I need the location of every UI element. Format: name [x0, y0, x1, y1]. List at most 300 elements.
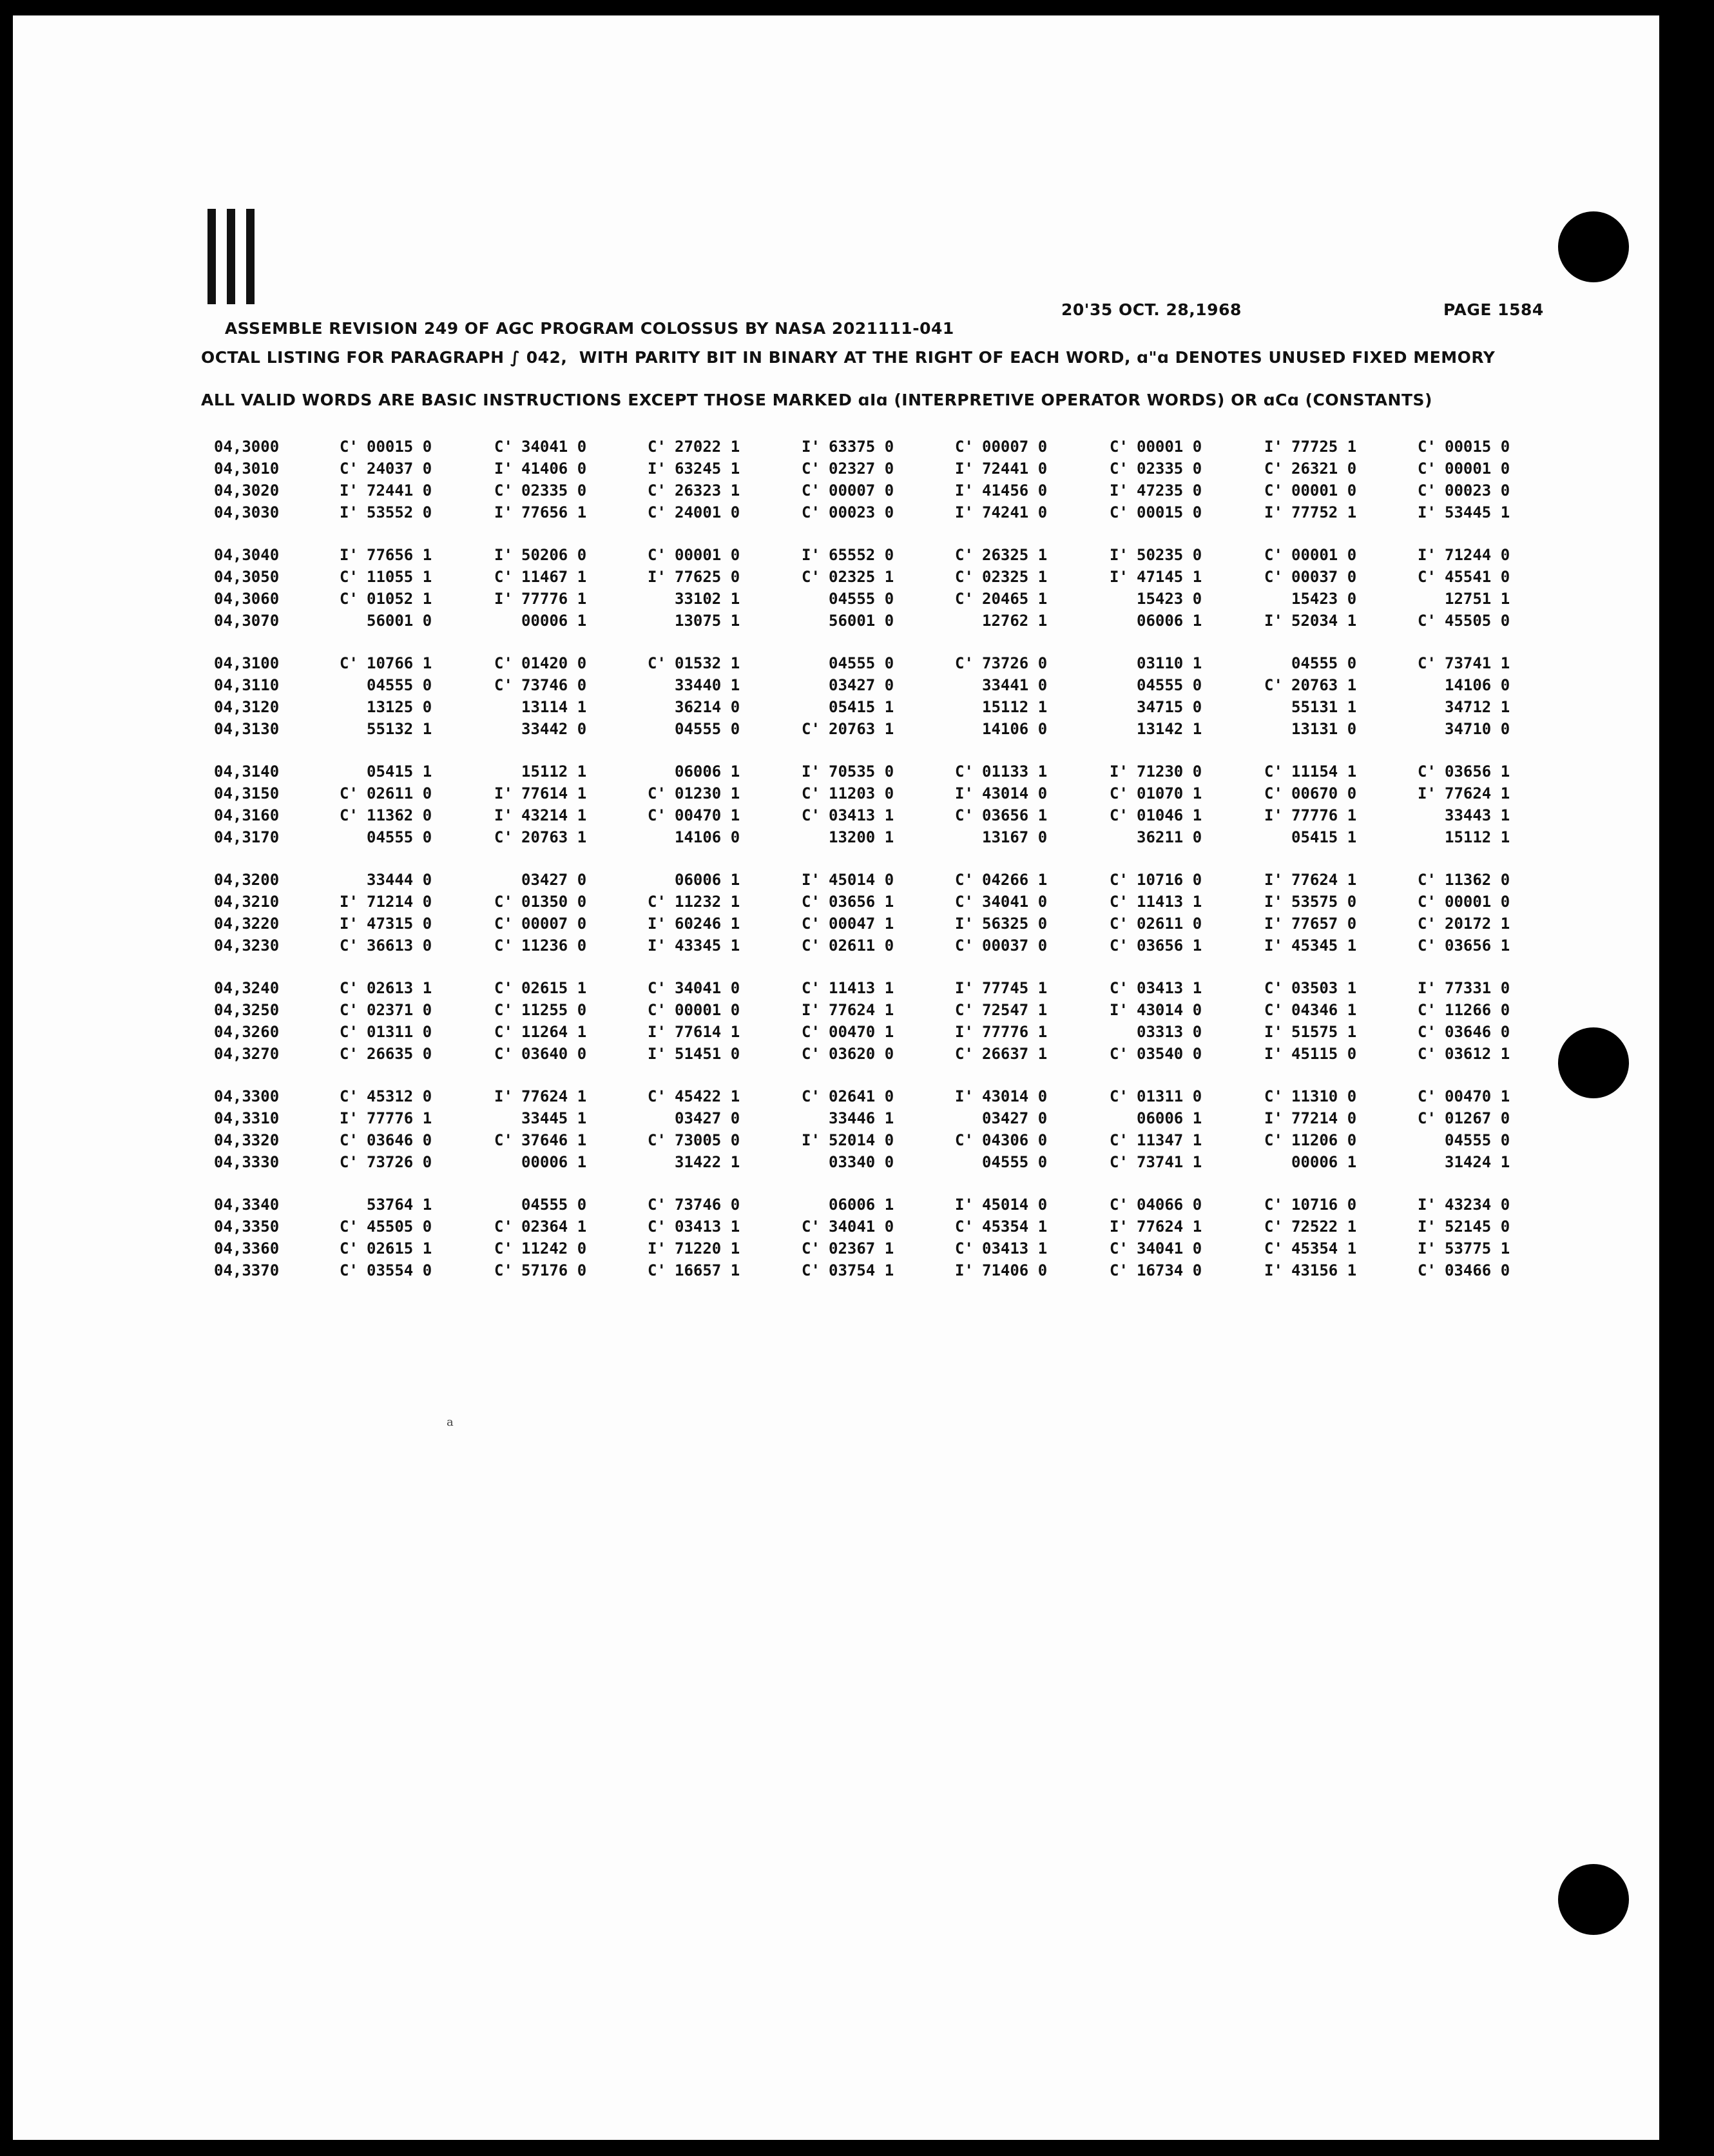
octal-word [1110, 676, 1202, 694]
word-value: 13142 1 [1137, 720, 1202, 738]
printout-page [13, 15, 1659, 2140]
word-marker: C' [1264, 1087, 1283, 1105]
listing-row [201, 828, 1561, 850]
octal-word [955, 460, 1047, 478]
octal-word [802, 1131, 894, 1149]
word-value: 00006 1 [521, 1153, 587, 1171]
listing-row [201, 654, 1561, 676]
octal-word [648, 503, 740, 521]
word-marker: C' [802, 806, 820, 824]
word-marker: C' [802, 1239, 820, 1258]
octal-word [648, 720, 740, 738]
word-marker: I' [648, 937, 666, 955]
word-value: 01133 1 [982, 762, 1048, 781]
word-value: 03612 1 [1445, 1045, 1510, 1063]
word-value: 12762 1 [982, 612, 1048, 630]
word-value: 00470 1 [829, 1023, 894, 1041]
octal-word [1418, 503, 1510, 521]
word-marker: C' [648, 1261, 666, 1279]
word-value: 03656 1 [1445, 937, 1510, 955]
word-value: 03427 0 [521, 871, 587, 889]
word-marker: I' [340, 893, 358, 911]
word-marker: C' [340, 1218, 358, 1236]
row-address: 04,3030 [214, 503, 280, 521]
word-marker: I' [802, 1001, 820, 1019]
octal-word [802, 1196, 894, 1214]
word-value: 34710 0 [1445, 720, 1510, 738]
word-value: 56001 0 [829, 612, 894, 630]
word-value: 00006 1 [521, 612, 587, 630]
word-marker: I' [1264, 1261, 1283, 1279]
octal-word [1418, 762, 1510, 781]
word-marker: C' [1110, 1153, 1128, 1171]
binding-mark [207, 209, 259, 304]
word-value: 26323 1 [675, 481, 740, 500]
word-value: 73746 0 [675, 1196, 740, 1214]
word-marker: C' [955, 806, 974, 824]
word-value: 03656 1 [829, 893, 894, 911]
word-marker: C' [1110, 871, 1128, 889]
word-marker: I' [340, 915, 358, 933]
octal-word [802, 784, 894, 802]
octal-word [340, 1261, 432, 1279]
word-value: 70535 0 [829, 762, 894, 781]
octal-word [648, 590, 740, 608]
octal-word [955, 1153, 1047, 1171]
word-value: 03540 0 [1137, 1045, 1202, 1063]
word-value: 01070 1 [1137, 784, 1202, 802]
word-value: 02615 1 [367, 1239, 432, 1258]
word-value: 34041 0 [829, 1218, 894, 1236]
word-marker: C' [1110, 937, 1128, 955]
octal-word [802, 438, 894, 456]
word-marker: C' [1418, 937, 1436, 955]
word-value: 11255 0 [521, 1001, 587, 1019]
octal-word [1110, 503, 1202, 521]
word-marker: C' [802, 1261, 820, 1279]
listing-row [201, 1261, 1561, 1283]
word-value: 71406 0 [982, 1261, 1048, 1279]
word-value: 34715 0 [1137, 698, 1202, 716]
word-value: 71230 0 [1137, 762, 1202, 781]
word-value: 77624 1 [1137, 1218, 1202, 1236]
octal-word [1418, 1239, 1510, 1258]
word-marker: I' [648, 568, 666, 586]
octal-word [494, 915, 586, 933]
word-value: 56001 0 [367, 612, 432, 630]
word-marker: C' [955, 1218, 974, 1236]
word-value: 03640 0 [521, 1045, 587, 1063]
word-value: 13114 1 [521, 698, 587, 716]
word-value: 33102 1 [675, 590, 740, 608]
word-value: 00001 0 [1445, 893, 1510, 911]
word-value: 33441 0 [982, 676, 1048, 694]
listing-block [201, 654, 1561, 742]
word-marker: I' [802, 1131, 820, 1149]
word-marker: C' [1110, 438, 1128, 456]
octal-word [1264, 720, 1356, 738]
word-value: 11362 0 [367, 806, 432, 824]
word-value: 02367 1 [829, 1239, 894, 1258]
word-value: 00047 1 [829, 915, 894, 933]
word-marker: I' [494, 546, 513, 564]
octal-word [955, 1023, 1047, 1041]
row-address: 04,3140 [214, 762, 280, 781]
word-value: 77656 1 [367, 546, 432, 564]
octal-word [340, 612, 432, 630]
octal-word [955, 546, 1047, 564]
word-marker: C' [494, 979, 513, 997]
word-marker: C' [1418, 915, 1436, 933]
octal-word [1418, 937, 1510, 955]
row-address: 04,3310 [214, 1109, 280, 1127]
word-marker: C' [1110, 915, 1128, 933]
word-marker: C' [648, 1001, 666, 1019]
word-value: 00037 0 [1291, 568, 1357, 586]
octal-word [340, 1001, 432, 1019]
word-marker: I' [955, 503, 974, 521]
word-marker: C' [648, 1087, 666, 1105]
word-marker: C' [802, 1218, 820, 1236]
word-marker: C' [802, 503, 820, 521]
word-marker: C' [1264, 762, 1283, 781]
octal-word [1264, 654, 1356, 672]
word-marker: C' [1418, 1001, 1436, 1019]
word-value: 65552 0 [829, 546, 894, 564]
row-address: 04,3000 [214, 438, 280, 456]
octal-word [1110, 979, 1202, 997]
octal-word [494, 590, 586, 608]
octal-word [648, 1239, 740, 1258]
word-value: 00007 0 [982, 438, 1048, 456]
row-address: 04,3200 [214, 871, 280, 889]
word-marker: C' [955, 654, 974, 672]
octal-listing-line: OCTAL LISTING FOR PARAGRAPH ∫ 042, WITH PARITY BIT IN BINARY AT THE RIGHT OF EACH WORD, ɑ"ɑ DENOTES UNUSED FIXED MEMORY [201, 348, 1496, 367]
octal-word [955, 893, 1047, 911]
word-value: 05415 1 [367, 762, 432, 781]
word-value: 50206 0 [521, 546, 587, 564]
word-marker: C' [494, 676, 513, 694]
octal-word [1110, 720, 1202, 738]
assembly-title: ASSEMBLE REVISION 249 OF AGC PROGRAM COLOSSUS BY NASA 2021111-041 [224, 319, 954, 338]
octal-word [340, 871, 432, 889]
word-marker: I' [1110, 762, 1128, 781]
word-marker: I' [802, 762, 820, 781]
word-value: 11236 0 [521, 937, 587, 955]
word-value: 15112 1 [982, 698, 1048, 716]
word-value: 15423 0 [1137, 590, 1202, 608]
listing-block [201, 871, 1561, 958]
word-marker: C' [802, 460, 820, 478]
word-value: 63375 0 [829, 438, 894, 456]
octal-word [1264, 438, 1356, 456]
octal-word [1418, 1261, 1510, 1279]
octal-word [1418, 871, 1510, 889]
octal-word [340, 937, 432, 955]
word-marker: I' [1418, 979, 1436, 997]
octal-word [1418, 1087, 1510, 1105]
octal-word [802, 1087, 894, 1105]
word-marker: C' [1264, 1196, 1283, 1214]
word-value: 02611 0 [1137, 915, 1202, 933]
listing-row [201, 784, 1561, 806]
octal-word [1418, 1023, 1510, 1041]
word-value: 03656 1 [982, 806, 1048, 824]
word-marker: C' [1110, 806, 1128, 824]
octal-word [955, 1196, 1047, 1214]
word-value: 53552 0 [367, 503, 432, 521]
octal-word [1264, 1023, 1356, 1041]
word-value: 73746 0 [521, 676, 587, 694]
octal-word [802, 1045, 894, 1063]
word-value: 73741 1 [1445, 654, 1510, 672]
octal-word [494, 1131, 586, 1149]
word-value: 26325 1 [982, 546, 1048, 564]
word-value: 10766 1 [367, 654, 432, 672]
word-value: 33444 0 [367, 871, 432, 889]
word-marker: C' [648, 893, 666, 911]
word-marker: I' [648, 1023, 666, 1041]
octal-word [340, 1087, 432, 1105]
listing-row [201, 676, 1561, 698]
octal-word [1418, 612, 1510, 630]
word-value: 45354 1 [982, 1218, 1048, 1236]
octal-word [1110, 1023, 1202, 1041]
word-value: 03413 1 [829, 806, 894, 824]
octal-word [1110, 612, 1202, 630]
octal-word [955, 828, 1047, 846]
octal-listing [201, 438, 1561, 1304]
word-marker: I' [494, 1087, 513, 1105]
word-value: 04555 0 [675, 720, 740, 738]
octal-word [1418, 590, 1510, 608]
octal-word [340, 1196, 432, 1214]
octal-word [648, 762, 740, 781]
word-value: 43156 1 [1291, 1261, 1357, 1279]
octal-word [1110, 828, 1202, 846]
word-marker: I' [648, 1239, 666, 1258]
octal-word [802, 806, 894, 824]
listing-block [201, 1087, 1561, 1175]
listing-row [201, 762, 1561, 784]
octal-word [802, 1261, 894, 1279]
word-value: 47315 0 [367, 915, 432, 933]
word-value: 43014 0 [982, 784, 1048, 802]
word-value: 77776 1 [1291, 806, 1357, 824]
octal-word [340, 1131, 432, 1149]
word-marker: C' [1110, 1087, 1128, 1105]
octal-word [494, 784, 586, 802]
valid-words-line: ALL VALID WORDS ARE BASIC INSTRUCTIONS EXCEPT THOSE MARKED ɑIɑ (INTERPRETIVE OPERATOR WORDS) OR ɑCɑ (CONSTANTS) [201, 391, 1432, 409]
octal-word [494, 1109, 586, 1127]
word-value: 04266 1 [982, 871, 1048, 889]
word-value: 10716 0 [1137, 871, 1202, 889]
octal-word [802, 1109, 894, 1127]
word-marker: C' [1418, 460, 1436, 478]
word-marker: I' [648, 1045, 666, 1063]
word-value: 03340 0 [829, 1153, 894, 1171]
octal-word [1110, 460, 1202, 478]
word-value: 00006 1 [1291, 1153, 1357, 1171]
octal-word [955, 1045, 1047, 1063]
octal-word [340, 893, 432, 911]
listing-row [201, 1045, 1561, 1067]
word-value: 11242 0 [521, 1239, 587, 1258]
word-value: 03620 0 [829, 1045, 894, 1063]
word-value: 01311 0 [1137, 1087, 1202, 1105]
word-marker: C' [1264, 460, 1283, 478]
word-value: 00007 0 [521, 915, 587, 933]
word-value: 11467 1 [521, 568, 587, 586]
listing-row [201, 1196, 1561, 1218]
word-value: 77752 1 [1291, 503, 1357, 521]
octal-word [955, 568, 1047, 586]
octal-word [1418, 438, 1510, 456]
word-value: 04555 0 [367, 828, 432, 846]
row-address: 04,3120 [214, 698, 280, 716]
word-marker: C' [1418, 438, 1436, 456]
word-value: 03503 1 [1291, 979, 1357, 997]
word-marker: C' [802, 1045, 820, 1063]
row-address: 04,3260 [214, 1023, 280, 1041]
octal-word [955, 937, 1047, 955]
octal-word [340, 1109, 432, 1127]
row-address: 04,3010 [214, 460, 280, 478]
word-value: 03646 0 [1445, 1023, 1510, 1041]
word-marker: C' [494, 937, 513, 955]
word-marker: C' [648, 1131, 666, 1149]
word-marker: C' [955, 937, 974, 955]
word-value: 00001 0 [1445, 460, 1510, 478]
listing-row [201, 460, 1561, 481]
word-value: 31422 1 [675, 1153, 740, 1171]
word-marker: C' [1110, 893, 1128, 911]
octal-word [802, 979, 894, 997]
word-marker: C' [1110, 1239, 1128, 1258]
listing-row [201, 1218, 1561, 1239]
row-address: 04,3330 [214, 1153, 280, 1171]
word-value: 12751 1 [1445, 590, 1510, 608]
word-value: 73005 0 [675, 1131, 740, 1149]
word-value: 77624 1 [1291, 871, 1357, 889]
word-marker: C' [955, 438, 974, 456]
word-marker: C' [648, 654, 666, 672]
word-value: 74241 0 [982, 503, 1048, 521]
word-marker: C' [494, 893, 513, 911]
row-address: 04,3020 [214, 481, 280, 500]
word-marker: I' [1264, 438, 1283, 456]
word-marker: I' [955, 1196, 974, 1214]
word-value: 03313 0 [1137, 1023, 1202, 1041]
word-value: 36214 0 [675, 698, 740, 716]
octal-word [1418, 1131, 1510, 1149]
word-value: 04555 0 [829, 590, 894, 608]
word-value: 45505 0 [367, 1218, 432, 1236]
word-value: 33446 1 [829, 1109, 894, 1127]
octal-word [1264, 1045, 1356, 1063]
octal-word [802, 1218, 894, 1236]
word-marker: C' [802, 720, 820, 738]
word-value: 53775 1 [1445, 1239, 1510, 1258]
word-value: 55131 1 [1291, 698, 1357, 716]
word-value: 45312 0 [367, 1087, 432, 1105]
octal-word [1110, 1261, 1202, 1279]
word-marker: C' [1418, 654, 1436, 672]
octal-word [1110, 546, 1202, 564]
word-marker: C' [955, 893, 974, 911]
octal-word [494, 1218, 586, 1236]
octal-word [1110, 568, 1202, 586]
octal-word [1110, 806, 1202, 824]
word-value: 45345 1 [1291, 937, 1357, 955]
octal-word [648, 481, 740, 500]
word-marker: C' [802, 1087, 820, 1105]
octal-word [802, 481, 894, 500]
word-value: 00470 1 [675, 806, 740, 824]
octal-word [494, 568, 586, 586]
octal-word [494, 871, 586, 889]
word-marker: I' [340, 1109, 358, 1127]
word-marker: C' [1418, 1109, 1436, 1127]
octal-word [955, 720, 1047, 738]
octal-word [955, 979, 1047, 997]
octal-word [340, 676, 432, 694]
octal-word [340, 590, 432, 608]
word-value: 01046 1 [1137, 806, 1202, 824]
punch-hole-top [1558, 211, 1629, 282]
listing-row [201, 1239, 1561, 1261]
octal-word [648, 1131, 740, 1149]
word-value: 05415 1 [829, 698, 894, 716]
word-value: 73741 1 [1137, 1153, 1202, 1171]
octal-word [1264, 828, 1356, 846]
octal-word [648, 1218, 740, 1236]
octal-word [340, 546, 432, 564]
word-marker: C' [1110, 503, 1128, 521]
octal-word [494, 612, 586, 630]
word-value: 77625 0 [675, 568, 740, 586]
row-address: 04,3050 [214, 568, 280, 586]
word-value: 00023 0 [829, 503, 894, 521]
listing-row [201, 698, 1561, 720]
octal-word [494, 828, 586, 846]
listing-row [201, 979, 1561, 1001]
octal-word [648, 1196, 740, 1214]
octal-word [494, 1261, 586, 1279]
octal-word [1264, 1261, 1356, 1279]
word-marker: C' [1418, 762, 1436, 781]
word-marker: C' [802, 1023, 820, 1041]
listing-row [201, 1023, 1561, 1045]
octal-word [494, 698, 586, 716]
word-value: 11232 1 [675, 893, 740, 911]
octal-word [340, 784, 432, 802]
word-marker: I' [494, 784, 513, 802]
word-marker: C' [340, 460, 358, 478]
word-marker: C' [955, 1239, 974, 1258]
word-value: 11055 1 [367, 568, 432, 586]
word-value: 06006 1 [1137, 612, 1202, 630]
listing-row [201, 481, 1561, 503]
octal-word [648, 937, 740, 955]
octal-word [340, 762, 432, 781]
word-value: 26637 1 [982, 1045, 1048, 1063]
word-marker: C' [802, 784, 820, 802]
octal-word [1264, 698, 1356, 716]
word-value: 02613 1 [367, 979, 432, 997]
word-marker: C' [494, 568, 513, 586]
word-value: 11266 0 [1445, 1001, 1510, 1019]
